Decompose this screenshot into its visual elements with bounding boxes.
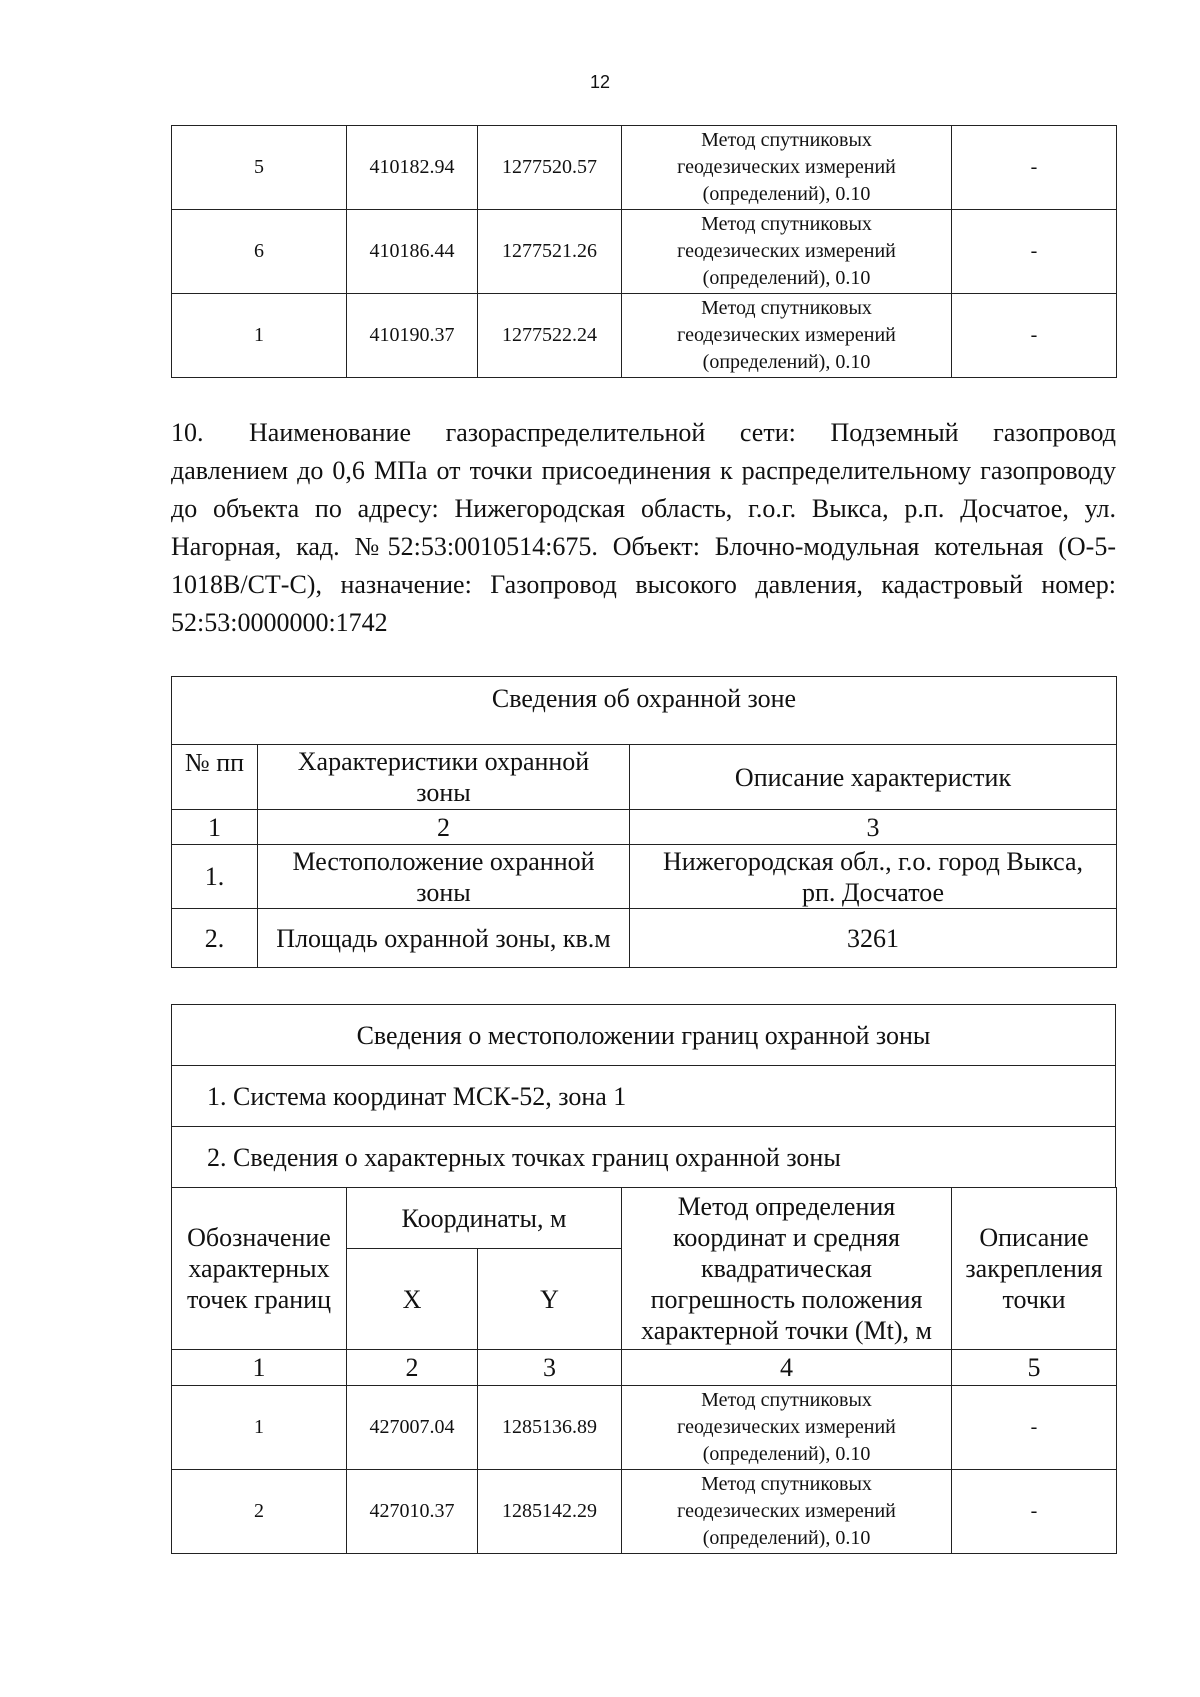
table-row [172, 1470, 1117, 1554]
index-cell: 2 [347, 1350, 478, 1386]
method-cell: Метод спутниковых геодезических измерений (определений), 0.10 [622, 1470, 952, 1554]
index-cell: 3 [630, 810, 1117, 845]
table-row [172, 210, 1117, 294]
index-cell: 2 [258, 810, 630, 845]
fix-description: - [952, 126, 1117, 210]
header-coordinates: Координаты, м [347, 1188, 622, 1249]
header-x: X [347, 1249, 478, 1350]
fix-description: - [952, 1470, 1117, 1554]
header-fix-description: Описание закрепления точки [952, 1188, 1117, 1350]
coord-y: 1277521.26 [478, 210, 622, 294]
coord-y: 1277522.24 [478, 294, 622, 378]
row-description: Нижегородская обл., г.о. город Выкса, рп. Досчатое [630, 845, 1117, 909]
index-cell: 1 [172, 1350, 347, 1386]
index-cell: 3 [478, 1350, 622, 1386]
index-cell: 1 [172, 810, 258, 845]
coord-system: 1. Система координат МСК-52, зона 1 [172, 1066, 1116, 1127]
section-text: Наименование газораспределительной сети: Подземный газопровод давлением до 0,6 МПа от точки присоединения к распределительному газопроводу до объекта по адресу: Нижегородская область, г.о.г. Выкса, р.п. Досчатое, ул. Нагорная, кад. №52:53:0010514:675. Объект: Блочно-модульная котельная (О-5-1018В/СТ-С), назначение: Газопровод высокого давления, кадастровый номер: 52:53:0000000:1742 [171, 418, 1116, 637]
table-row [172, 126, 1117, 210]
points-title: 2. Сведения о характерных точках границ охранной зоны [172, 1127, 1116, 1188]
header-num: № пп [172, 745, 258, 810]
point-id: 1 [172, 294, 347, 378]
row-num: 2. [172, 909, 258, 968]
row-characteristic: Местоположение охранной зоны [258, 845, 630, 909]
row-description: 3261 [630, 909, 1117, 968]
section-paragraph [171, 414, 1116, 642]
coord-x: 427010.37 [347, 1470, 478, 1554]
header-description: Описание характеристик [630, 745, 1117, 810]
point-id: 6 [172, 210, 347, 294]
fix-description: - [952, 294, 1117, 378]
header-designation: Обозначение характерных точек границ [172, 1188, 347, 1350]
coord-y: 1285142.29 [478, 1470, 622, 1554]
boundary-points-table [171, 1187, 1117, 1554]
coord-x: 427007.04 [347, 1386, 478, 1470]
row-characteristic: Площадь охранной зоны, кв.м [258, 909, 630, 968]
coord-x: 410190.37 [347, 294, 478, 378]
index-cell: 5 [952, 1350, 1117, 1386]
table-row [172, 845, 1117, 909]
fix-description: - [952, 210, 1117, 294]
section-number: 10. [171, 418, 204, 447]
point-id: 1 [172, 1386, 347, 1470]
coord-y: 1277520.57 [478, 126, 622, 210]
fix-description: - [952, 1386, 1117, 1470]
page-number: 12 [589, 72, 611, 92]
zone-info-title: Сведения об охранной зоне [172, 677, 1117, 745]
header-y: Y [478, 1249, 622, 1350]
index-cell: 4 [622, 1350, 952, 1386]
table-row [172, 294, 1117, 378]
coordinates-table-continued [171, 125, 1117, 378]
point-id: 2 [172, 1470, 347, 1554]
point-id: 5 [172, 126, 347, 210]
header-method: Метод определения координат и средняя квадратическая погрешность положения характерной точки (Mt), м [622, 1188, 952, 1350]
method-cell: Метод спутниковых геодезических измерений (определений), 0.10 [622, 126, 952, 210]
method-cell: Метод спутниковых геодезических измерений (определений), 0.10 [622, 294, 952, 378]
row-num: 1. [172, 845, 258, 909]
coord-x: 410186.44 [347, 210, 478, 294]
method-cell: Метод спутниковых геодезических измерений (определений), 0.10 [622, 1386, 952, 1470]
boundary-title: Сведения о местоположении границ охранной зоны [172, 1005, 1116, 1066]
header-characteristics: Характеристики охранной зоны [258, 745, 630, 810]
coord-y: 1285136.89 [478, 1386, 622, 1470]
table-row [172, 909, 1117, 968]
table-row [172, 1386, 1117, 1470]
coord-x: 410182.94 [347, 126, 478, 210]
boundary-info-table [171, 1004, 1116, 1188]
method-cell: Метод спутниковых геодезических измерений (определений), 0.10 [622, 210, 952, 294]
zone-info-table [171, 676, 1117, 968]
